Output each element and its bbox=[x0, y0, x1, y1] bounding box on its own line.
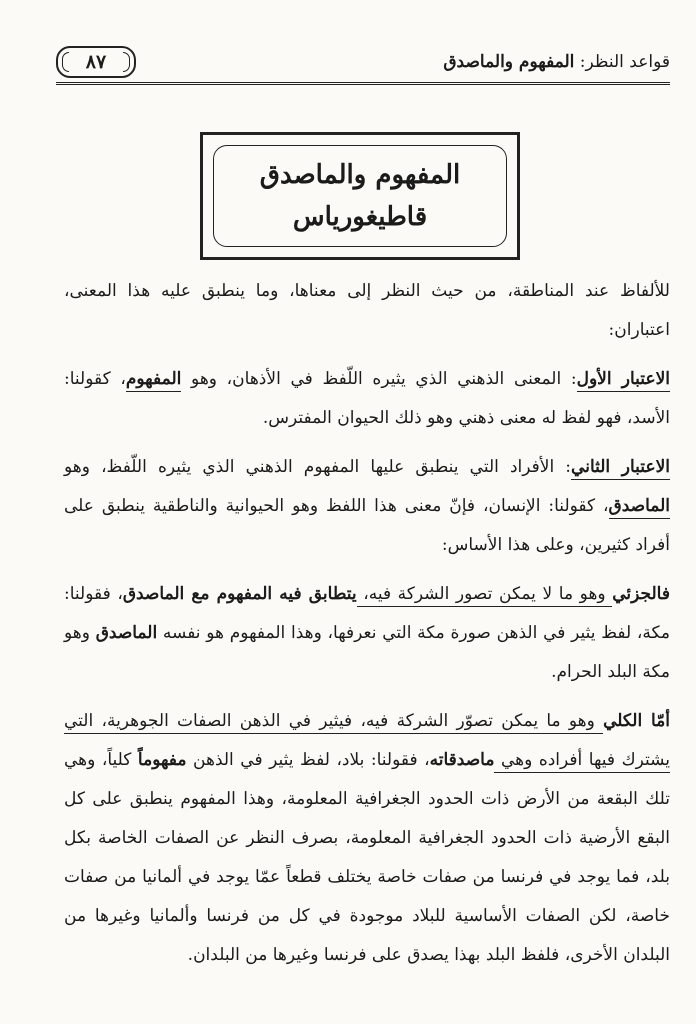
term-extensions: ماصدقاته bbox=[429, 750, 495, 770]
running-header bbox=[56, 44, 670, 80]
header-title bbox=[443, 52, 670, 72]
term-second-consideration: الاعتبار الثاني bbox=[571, 457, 670, 480]
chapter-title: المفهوم والماصدق bbox=[259, 160, 461, 190]
chapter-subtitle: قاطيغورياس bbox=[292, 202, 428, 232]
text-segment: كلياً، وهي تلك البقعة من الأرض ذات الحدود الجغرافية المعلومة، وهذا المفهوم ينطبق على كل البقع الأرضية ذات الحدود الجغرافية المعلومة، بصرف النظر عن الصفات الخاصة بكل بلد، فما يوجد في فرنسا من صفات خاصة يختلف قطعاً عمّا يوجد في ألمانيا من صفات خاصة، لكن الصفات الأساسية للبلاد موجودة في كل من فرنسا وألمانيا وغيرها من البلدان الأخرى، فلفظ البلد بهذا يصدق على فرنسا وغيرها من البلدان. bbox=[64, 750, 670, 965]
text-segment: ، فقولنا: بلاد، لفظ يثير في الذهن bbox=[186, 750, 430, 770]
header-title-plain: قواعد النظر: bbox=[574, 52, 670, 72]
text-segment: ، كقولنا: الأسد، فهو لفظ له معنى ذهني وهو ذلك الحيوان المفترس. bbox=[64, 369, 670, 428]
header-rule bbox=[56, 82, 670, 85]
page-number: ٨٧ bbox=[56, 46, 136, 78]
term-rule-particular: يتطابق فيه المفهوم مع الماصدق bbox=[122, 584, 357, 604]
text-segment: وهو مكة البلد الحرام. bbox=[64, 623, 670, 682]
term-concept: المفهوم bbox=[126, 369, 181, 392]
text-segment: ، فقولنا: مكة، لفظ يثير في الذهن صورة مكة التي نعرفها، وهذا المفهوم هو نفسه bbox=[64, 584, 670, 643]
paragraph-intro: للألفاظ عند المناطقة، من حيث النظر إلى معناها، وما ينطبق عليه هذا المعنى، اعتباران: bbox=[64, 281, 670, 340]
paragraph-first-consideration bbox=[64, 360, 670, 438]
term-universal: أمّا الكلي bbox=[603, 711, 670, 731]
title-frame-inner bbox=[213, 145, 507, 247]
header-title-bold: المفهوم والماصدق bbox=[443, 52, 575, 72]
text-segment: : المعنى الذهني الذي يثيره اللّفظ في الأذهان، وهو bbox=[181, 369, 577, 389]
body-text bbox=[64, 272, 670, 975]
paragraph-particular bbox=[64, 575, 670, 692]
term-particular: فالجزئي bbox=[612, 584, 670, 604]
term-first-consideration: الاعتبار الأول bbox=[577, 369, 670, 392]
text-segment: ، كقولنا: الإنسان، فإنّ معنى هذا اللفظ وهو الحيوانية والناطقية ينطبق على أفراد كثيرين، وعلى هذا الأساس: bbox=[64, 496, 670, 555]
text-segment: : الأفراد التي ينطبق عليها المفهوم الذهني الذي يثيره اللّفظ، وهو bbox=[64, 457, 572, 477]
term-extension-2: الماصدق bbox=[95, 623, 158, 643]
paragraph-universal bbox=[64, 702, 670, 975]
title-frame bbox=[200, 132, 520, 260]
term-concept-2: مفهوماً bbox=[137, 750, 187, 770]
paragraph-second-consideration bbox=[64, 448, 670, 565]
term-extension: الماصدق bbox=[609, 496, 670, 519]
text-segment: وهو ما يمكن تصوّر الشركة فيه، فيثير في الذهن الصفات الجوهرية، التي يشترك فيها أفراده وهي bbox=[64, 711, 670, 773]
text-segment: وهو ما لا يمكن تصور الشركة فيه، bbox=[357, 584, 613, 607]
